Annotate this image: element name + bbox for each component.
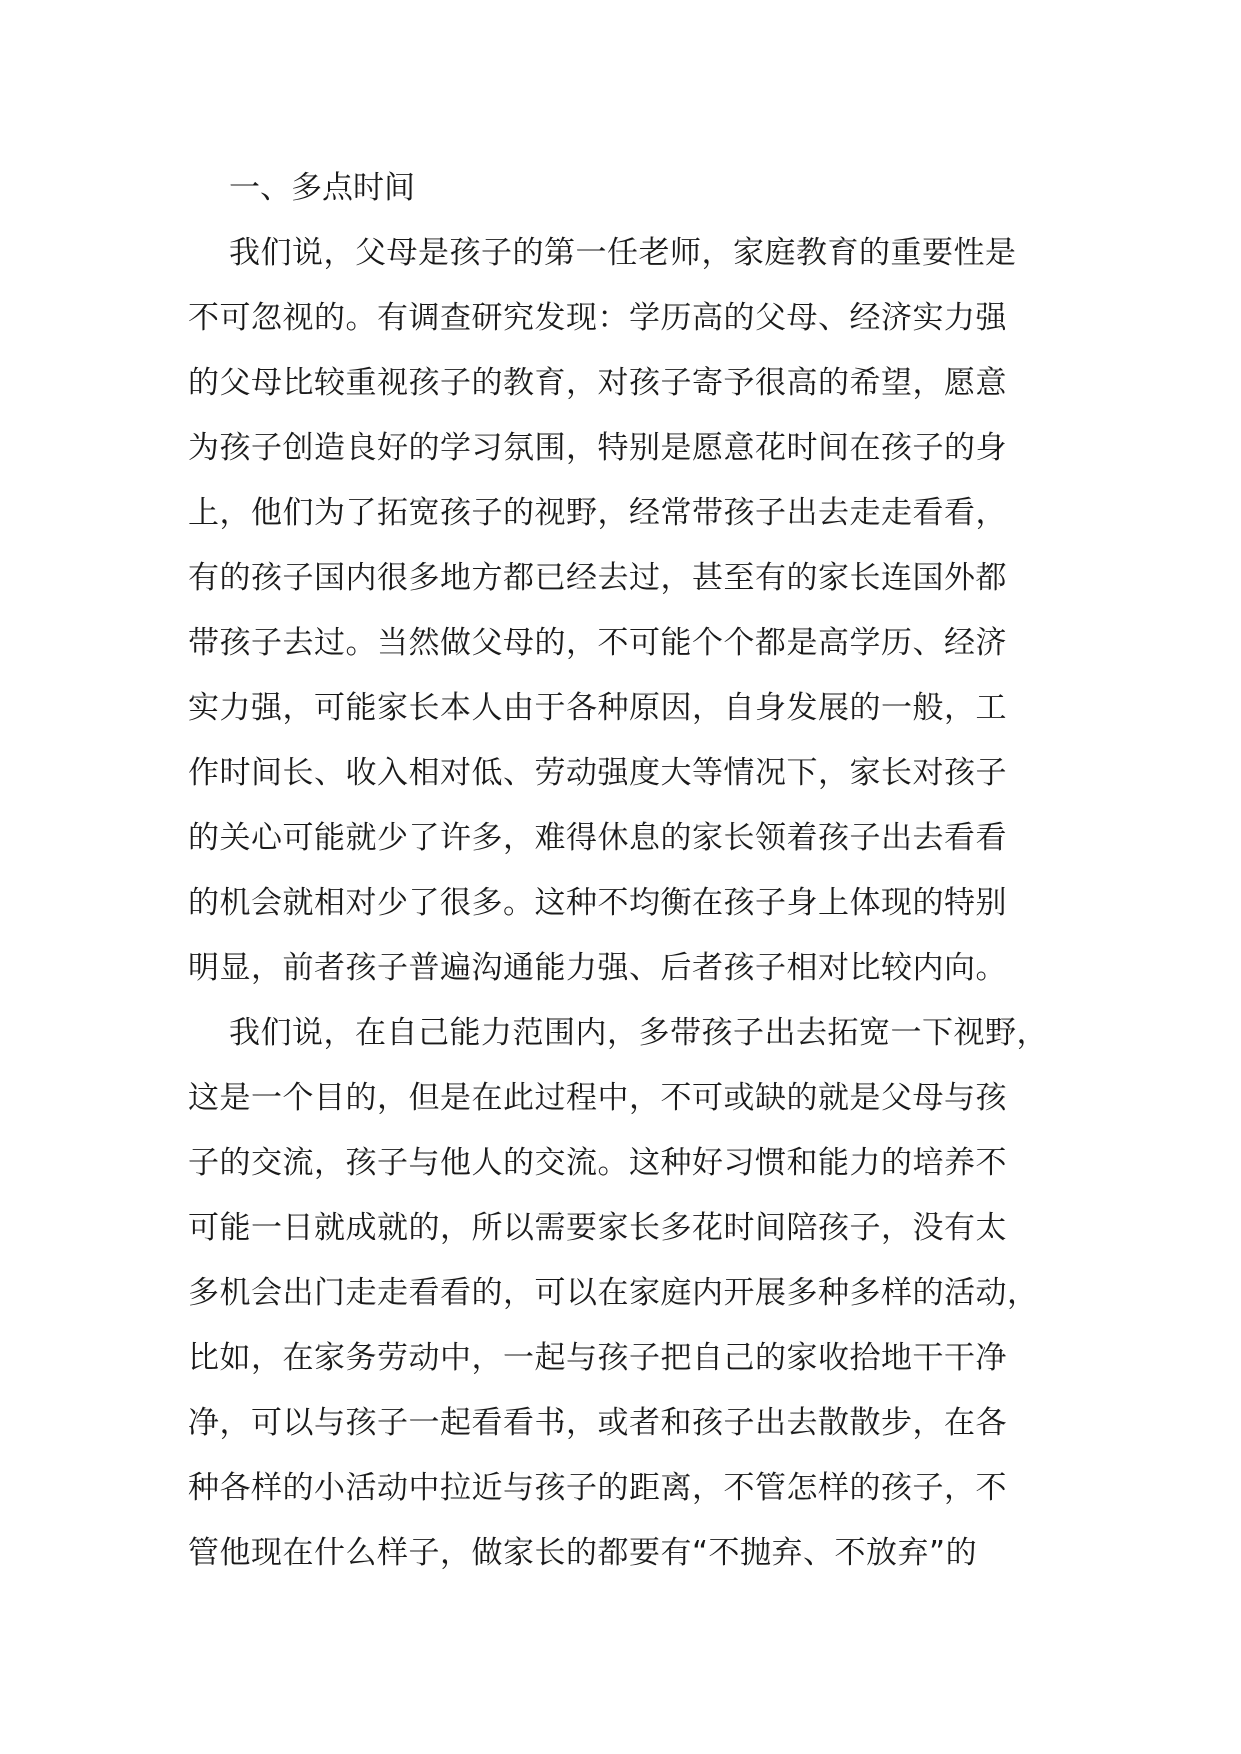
text-line: 比如，在家务劳动中，一起与孩子把自己的家收拾地干干净 bbox=[188, 1340, 1007, 1376]
text-line: 子的交流，孩子与他人的交流。这种好习惯和能力的培养不 bbox=[188, 1145, 1007, 1181]
text-line: 管他现在什么样子，做家长的都要有“不抛弃、不放弃”的 bbox=[188, 1535, 978, 1571]
text-line: 可能一日就成就的，所以需要家长多花时间陪孩子，没有太 bbox=[188, 1210, 1007, 1246]
text-line: 为孩子创造良好的学习氛围，特别是愿意花时间在孩子的身 bbox=[188, 430, 1007, 466]
paragraph-2 bbox=[188, 1001, 1052, 1586]
text-line: 我们说，父母是孩子的第一任老师，家庭教育的重要性是 bbox=[229, 235, 1017, 271]
text-line: 的机会就相对少了很多。这种不均衡在孩子身上体现的特别 bbox=[188, 885, 1007, 921]
text-line: 的关心可能就少了许多，难得休息的家长领着孩子出去看看 bbox=[188, 820, 1007, 856]
text-line: 明显，前者孩子普遍沟通能力强、后者孩子相对比较内向。 bbox=[188, 950, 1007, 986]
text-line: 带孩子去过。当然做父母的，不可能个个都是高学历、经济 bbox=[188, 625, 1007, 661]
text-line: 多机会出门走走看看的，可以在家庭内开展多种多样的活动， bbox=[188, 1275, 1039, 1311]
text-line: 作时间长、收入相对低、劳动强度大等情况下，家长对孩子 bbox=[188, 755, 1007, 791]
text-line: 实力强，可能家长本人由于各种原因，自身发展的一般，工 bbox=[188, 690, 1007, 726]
document-body bbox=[188, 156, 1052, 1586]
text-line: 上，他们为了拓宽孩子的视野，经常带孩子出去走走看看， bbox=[188, 495, 1007, 531]
text-line: 的父母比较重视孩子的教育，对孩子寄予很高的希望，愿意 bbox=[188, 365, 1007, 401]
paragraph-1 bbox=[188, 221, 1052, 1001]
text-line: 我们说，在自己能力范围内，多带孩子出去拓宽一下视野， bbox=[229, 1015, 1048, 1051]
text-line: 有的孩子国内很多地方都已经去过，甚至有的家长连国外都 bbox=[188, 560, 1007, 596]
text-line: 不可忽视的。有调查研究发现：学历高的父母、经济实力强 bbox=[188, 300, 1007, 336]
text-line: 这是一个目的，但是在此过程中，不可或缺的就是父母与孩 bbox=[188, 1080, 1007, 1116]
text-line: 种各样的小活动中拉近与孩子的距离，不管怎样的孩子，不 bbox=[188, 1470, 1007, 1506]
text-line: 净，可以与孩子一起看看书，或者和孩子出去散散步，在各 bbox=[188, 1405, 1007, 1441]
section-heading: 一、多点时间 bbox=[229, 170, 415, 206]
